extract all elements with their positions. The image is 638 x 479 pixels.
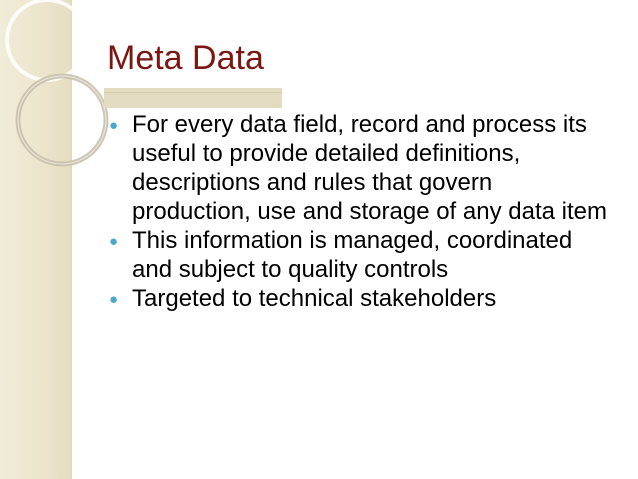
bullet-item [107,110,617,226]
bullet-item [107,284,617,313]
bullet-list [107,110,617,313]
bullet-text: For every data field, record and process its useful to provide detailed definitions, descriptions and rules that govern production, use and storage of any data item [132,111,607,225]
slide-title: Meta Data [107,39,264,77]
title-underline [104,88,282,108]
title-underline-line [104,92,282,93]
bullet-text: This information is managed, coordinated and subject to quality controls [132,227,573,283]
bullet-icon: ● [109,117,119,134]
decor-circles-icon [0,0,120,180]
bullet-text: Targeted to technical stakeholders [132,285,497,312]
bullet-icon: ● [109,233,119,250]
bullet-item [107,226,617,284]
bullet-icon: ● [109,291,119,308]
